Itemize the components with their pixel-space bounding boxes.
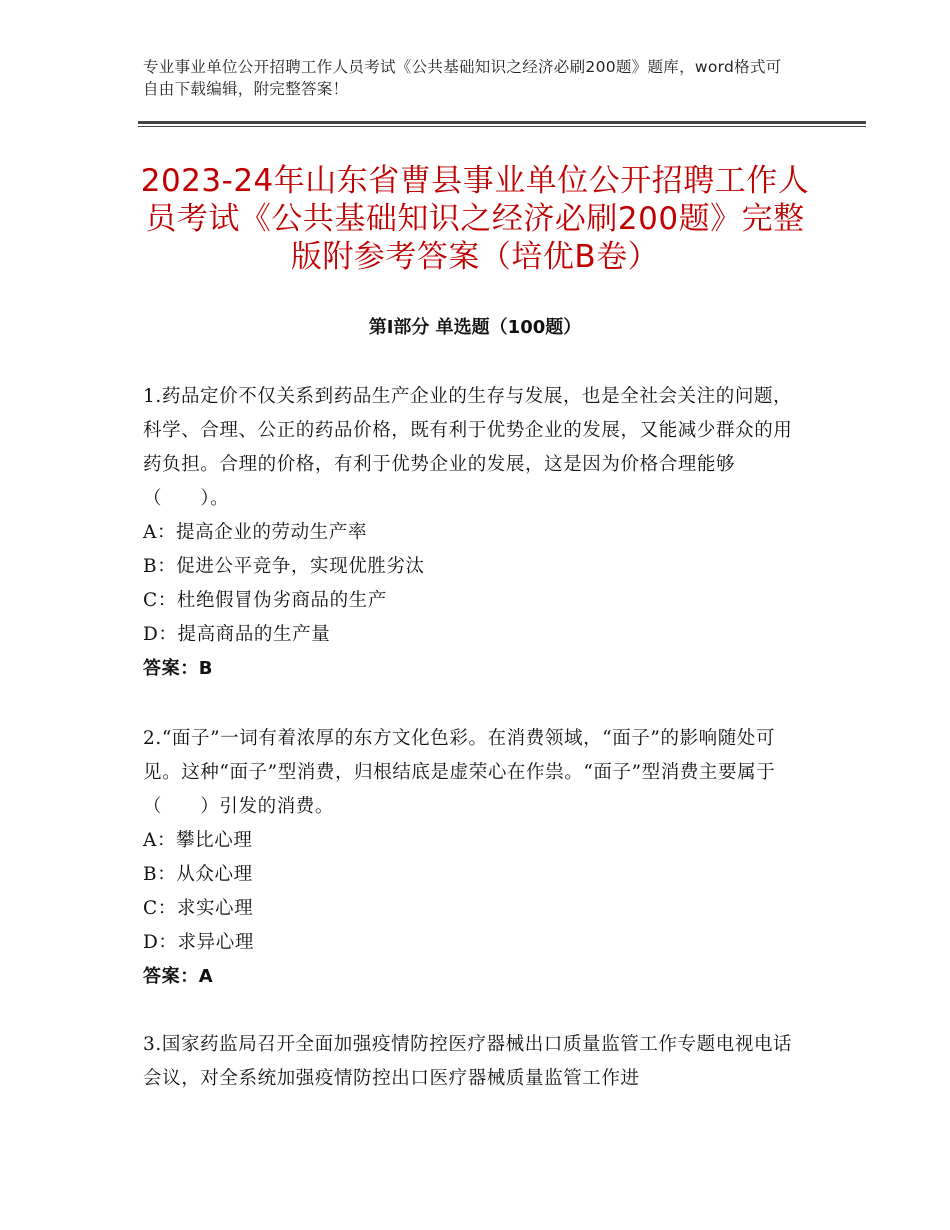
question-stem: 3.国家药监局召开全面加强疫情防控医疗器械出口质量监管工作专题电视电话会议，对全系统加强疫情防控出口医疗器械质量监管工作进 — [143, 1034, 793, 1089]
option-a: A：攀比心理 — [143, 830, 253, 851]
document-title: 2023-24年山东省曹县事业单位公开招聘工作人员考试《公共基础知识之经济必刷200题》完整版附参考答案（培优B卷） — [140, 163, 810, 275]
option-c: C：杜绝假冒伪劣商品的生产 — [143, 590, 387, 611]
header-divider-thick — [138, 121, 866, 124]
section-title: 第Ⅰ部分 单选题（100题） — [368, 317, 582, 338]
answer: 答案：B — [143, 658, 214, 679]
answer: 答案：A — [143, 966, 214, 987]
question-1 — [143, 380, 798, 686]
question-stem: 2.“面子”一词有着浓厚的东方文化色彩。在消费领域，“面子”的影响随处可见。这种“面子”型消费，归根结底是虚荣心在作祟。“面子”型消费主要属于（ ）引发的消费。 — [143, 728, 776, 817]
option-a: A：提高企业的劳动生产率 — [143, 522, 368, 543]
header-note: 专业事业单位公开招聘工作人员考试《公共基础知识之经济必刷200题》题库，word格式可自由下载编辑，附完整答案！ — [143, 58, 782, 98]
header-divider-thin — [138, 126, 866, 127]
option-d: D：求异心理 — [143, 932, 254, 953]
question-2 — [143, 722, 798, 994]
option-d: D：提高商品的生产量 — [143, 624, 331, 645]
option-c: C：求实心理 — [143, 898, 254, 919]
question-3 — [143, 1028, 798, 1096]
question-stem: 1.药品定价不仅关系到药品生产企业的生存与发展，也是全社会关注的问题，科学、合理、公正的药品价格，既有利于优势企业的发展，又能减少群众的用药负担。合理的价格，有利于优势企业的发展，这是因为价格合理能够（ ）。 — [143, 386, 793, 509]
option-b: B：从众心理 — [143, 864, 253, 885]
option-b: B：促进公平竞争，实现优胜劣汰 — [143, 556, 425, 577]
